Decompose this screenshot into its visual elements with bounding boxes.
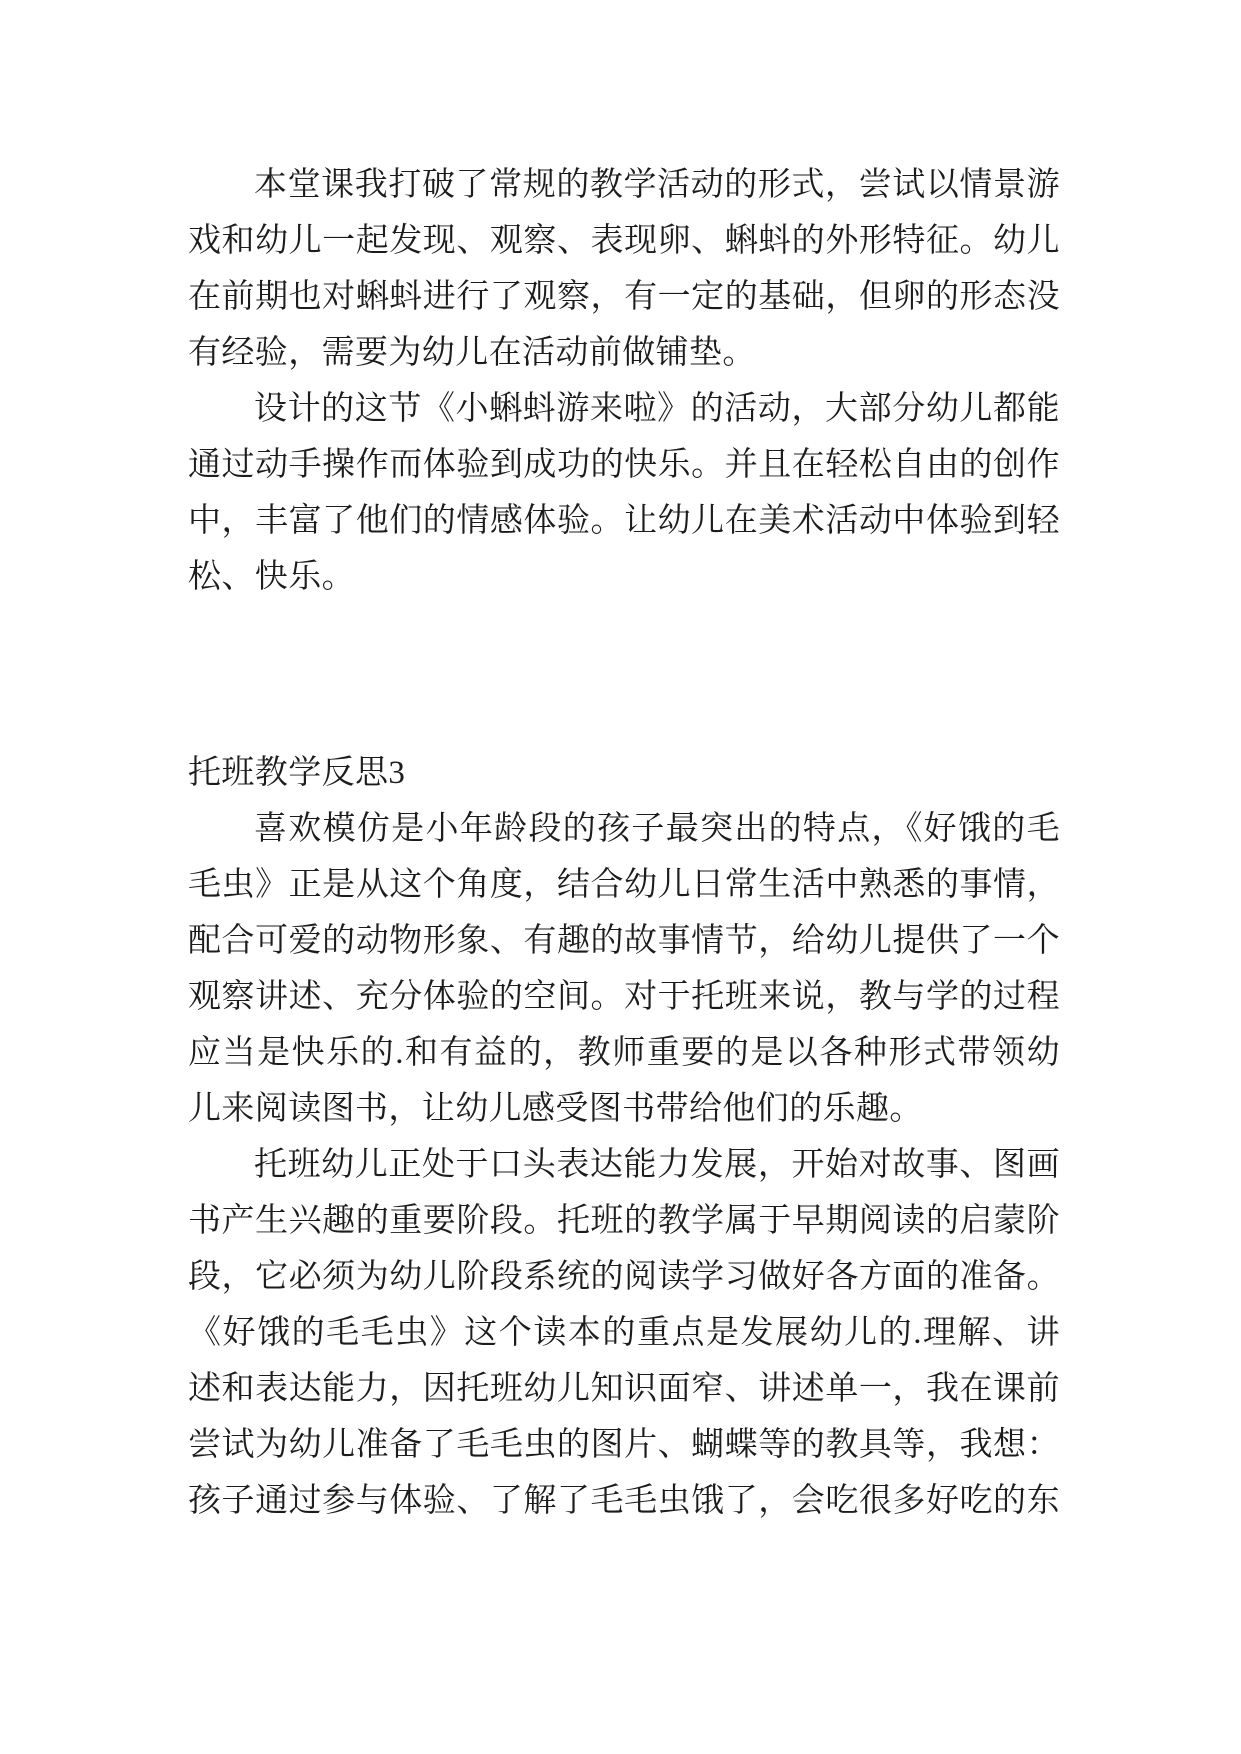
text-line: 本堂课我打破了常规的教学活动的形式，尝试以情景游: [254, 167, 1060, 203]
text-line: 《好饿的毛毛虫》这个读本的重点是发展幼儿的.理解、讲: [188, 1315, 1060, 1351]
text-line: 喜欢模仿是小年龄段的孩子最突出的特点，《好饿的毛: [254, 811, 1060, 847]
paragraph-caterpillar-1: [188, 801, 1060, 1137]
section-heading-reflection-3: [188, 745, 1060, 801]
text-line: 设计的这节《小蝌蚪游来啦》的活动，大部分幼儿都能: [254, 391, 1060, 427]
text-line: 松、快乐。: [188, 559, 355, 595]
blank-gap: [188, 605, 1060, 745]
text-line: 尝试为幼儿准备了毛毛虫的图片、蝴蝶等的教具等，我想：: [188, 1427, 1060, 1463]
text-line: 儿来阅读图书，让幼儿感受图书带给他们的乐趣。: [188, 1091, 923, 1127]
text-line: 孩子通过参与体验、了解了毛毛虫饿了，会吃很多好吃的东: [188, 1483, 1060, 1519]
text-line: 在前期也对蝌蚪进行了观察，有一定的基础，但卵的形态没: [188, 279, 1060, 315]
text-line: 有经验，需要为幼儿在活动前做铺垫。: [188, 335, 756, 371]
text-line: 应当是快乐的.和有益的，教师重要的是以各种形式带领幼: [188, 1035, 1060, 1071]
text-line: 毛虫》正是从这个角度，结合幼儿日常生活中熟悉的事情，: [188, 867, 1060, 903]
text-line: 托班幼儿正处于口头表达能力发展，开始对故事、图画: [254, 1147, 1060, 1183]
paragraph-tadpole-reflection-2: [188, 381, 1060, 605]
text-line: 段，它必须为幼儿阶段系统的阅读学习做好各方面的准备。: [188, 1259, 1060, 1295]
text-line: 中，丰富了他们的情感体验。让幼儿在美术活动中体验到轻: [188, 503, 1060, 539]
paragraph-caterpillar-2: [188, 1137, 1060, 1529]
text-line: 配合可爱的动物形象、有趣的故事情节，给幼儿提供了一个: [188, 923, 1060, 959]
document-text-body: [188, 157, 1060, 1529]
text-line: 通过动手操作而体验到成功的快乐。并且在轻松自由的创作: [188, 447, 1060, 483]
text-line: 戏和幼儿一起发现、观察、表现卵、蝌蚪的外形特征。幼儿: [188, 223, 1060, 259]
text-line: 书产生兴趣的重要阶段。托班的教学属于早期阅读的启蒙阶: [188, 1203, 1060, 1239]
text-line: 托班教学反思3: [188, 755, 406, 791]
text-line: 述和表达能力，因托班幼儿知识面窄、讲述单一，我在课前: [188, 1371, 1060, 1407]
paragraph-tadpole-reflection-1: [188, 157, 1060, 381]
text-line: 观察讲述、充分体验的空间。对于托班来说，教与学的过程: [188, 979, 1060, 1015]
